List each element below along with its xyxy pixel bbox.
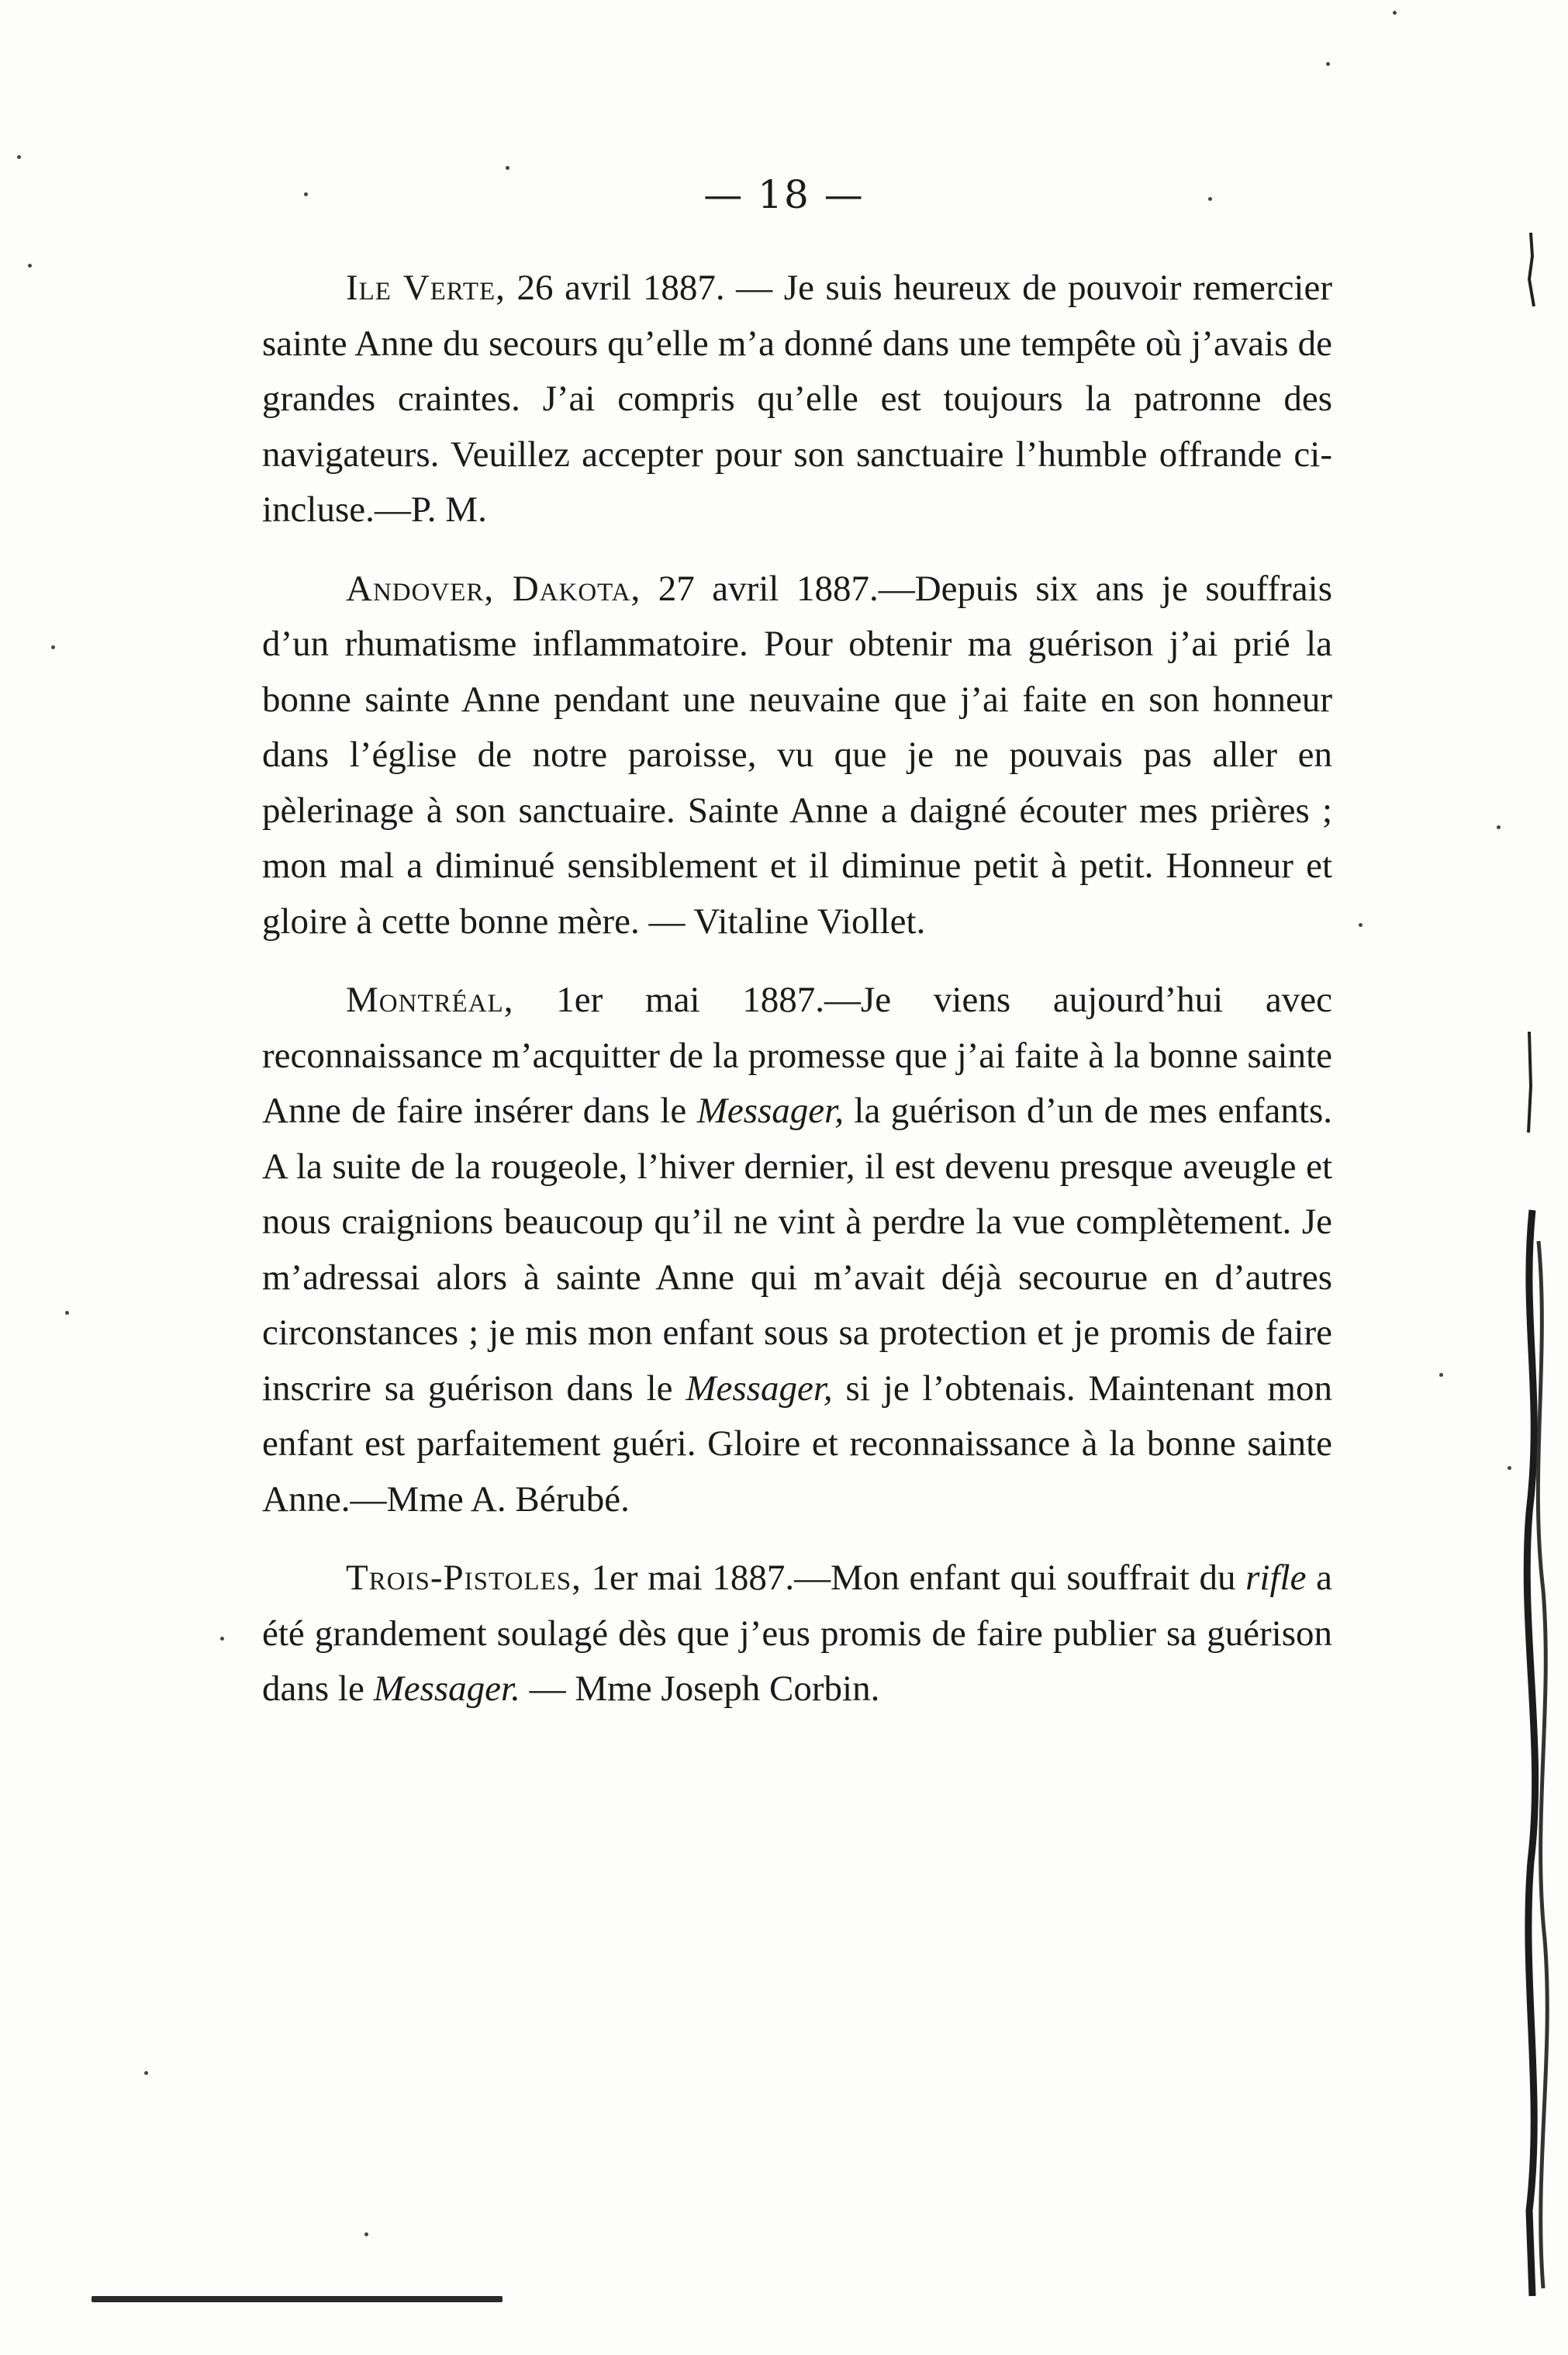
entry-italic-title: Messager, bbox=[696, 1091, 844, 1131]
entry-place: Montréal, bbox=[346, 980, 514, 1020]
entry-italic-title: Messager. bbox=[373, 1669, 520, 1709]
entry-place: Trois-Pistoles, bbox=[346, 1558, 582, 1598]
entry-text: 1er mai 1887.—Mon enfant qui souffrait du bbox=[581, 1558, 1246, 1598]
entry-text: 1er mai 1887.—Je viens aujourd’hui avec reconnaissance m’acquitter de la promesse que j’ai faite à la bonne sainte Anne de faire insérer dans le bbox=[262, 980, 1332, 1131]
page-number: — 18 — bbox=[703, 172, 865, 217]
entry-italic-word: rifle bbox=[1245, 1558, 1307, 1598]
entry-italic-title: Messager, bbox=[686, 1368, 833, 1409]
entry-text: — Mme Joseph Corbin. bbox=[520, 1669, 880, 1709]
entry-place: Andover, Dakota, bbox=[346, 568, 641, 609]
entry-place: Ile Verte, bbox=[346, 268, 506, 308]
entry-trois-pistoles bbox=[262, 1551, 1332, 1717]
entry-andover bbox=[262, 562, 1332, 950]
entry-ile-verte bbox=[262, 261, 1332, 538]
entry-text: a été grandement soulagé dès que j’eus promis de faire publier sa guérison dans le bbox=[262, 1558, 1332, 1709]
page-body bbox=[262, 261, 1332, 1741]
entry-montreal bbox=[262, 973, 1332, 1527]
entry-text: 27 avril 1887.—Depuis six ans je souffrais d’un rhumatisme inflammatoire. Pour obtenir ma guérison j’ai prié la bonne sainte Anne pendant une neuvaine que j’ai faite en son honneur dans l’église de notre paroisse, vu que je ne pouvais pas aller en pèlerinage à son sanctuaire. Sainte Anne a daigné écouter mes prières ; mon mal a diminué sensiblement et il diminue petit à petit. Honneur et gloire à cette bonne mère. — Vitaline Viollet. bbox=[262, 568, 1332, 942]
binding-edge-marks bbox=[1498, 0, 1568, 2355]
entry-text: 26 avril 1887. — Je suis heureux de pouvoir remercier sainte Anne du secours qu’elle m’a donné dans une tempête où j’avais de grandes craintes. J’ai compris qu’elle est toujours la patronne des navigateurs. Veuillez accepter pour son sanctuaire l’humble offrande ci-incluse.—P. M. bbox=[262, 268, 1332, 530]
entry-text: la guérison d’un de mes enfants. A la suite de la rougeole, l’hiver dernier, il est devenu presque aveugle et nous craignions beaucoup qu’il ne vint à perdre la vue complètement. Je m’adressai alors à sainte Anne qui m’avait déjà secourue en d’autres circonstances ; je mis mon enfant sous sa protection et je promis de faire inscrire sa guérison dans le bbox=[262, 1091, 1332, 1409]
entry-text: si je l’obtenais. Maintenant mon enfant est parfaitement guéri. Gloire et reconnaissance à la bonne sainte Anne.—Mme A. Bérubé. bbox=[262, 1368, 1332, 1520]
bottom-rule bbox=[92, 2296, 503, 2302]
